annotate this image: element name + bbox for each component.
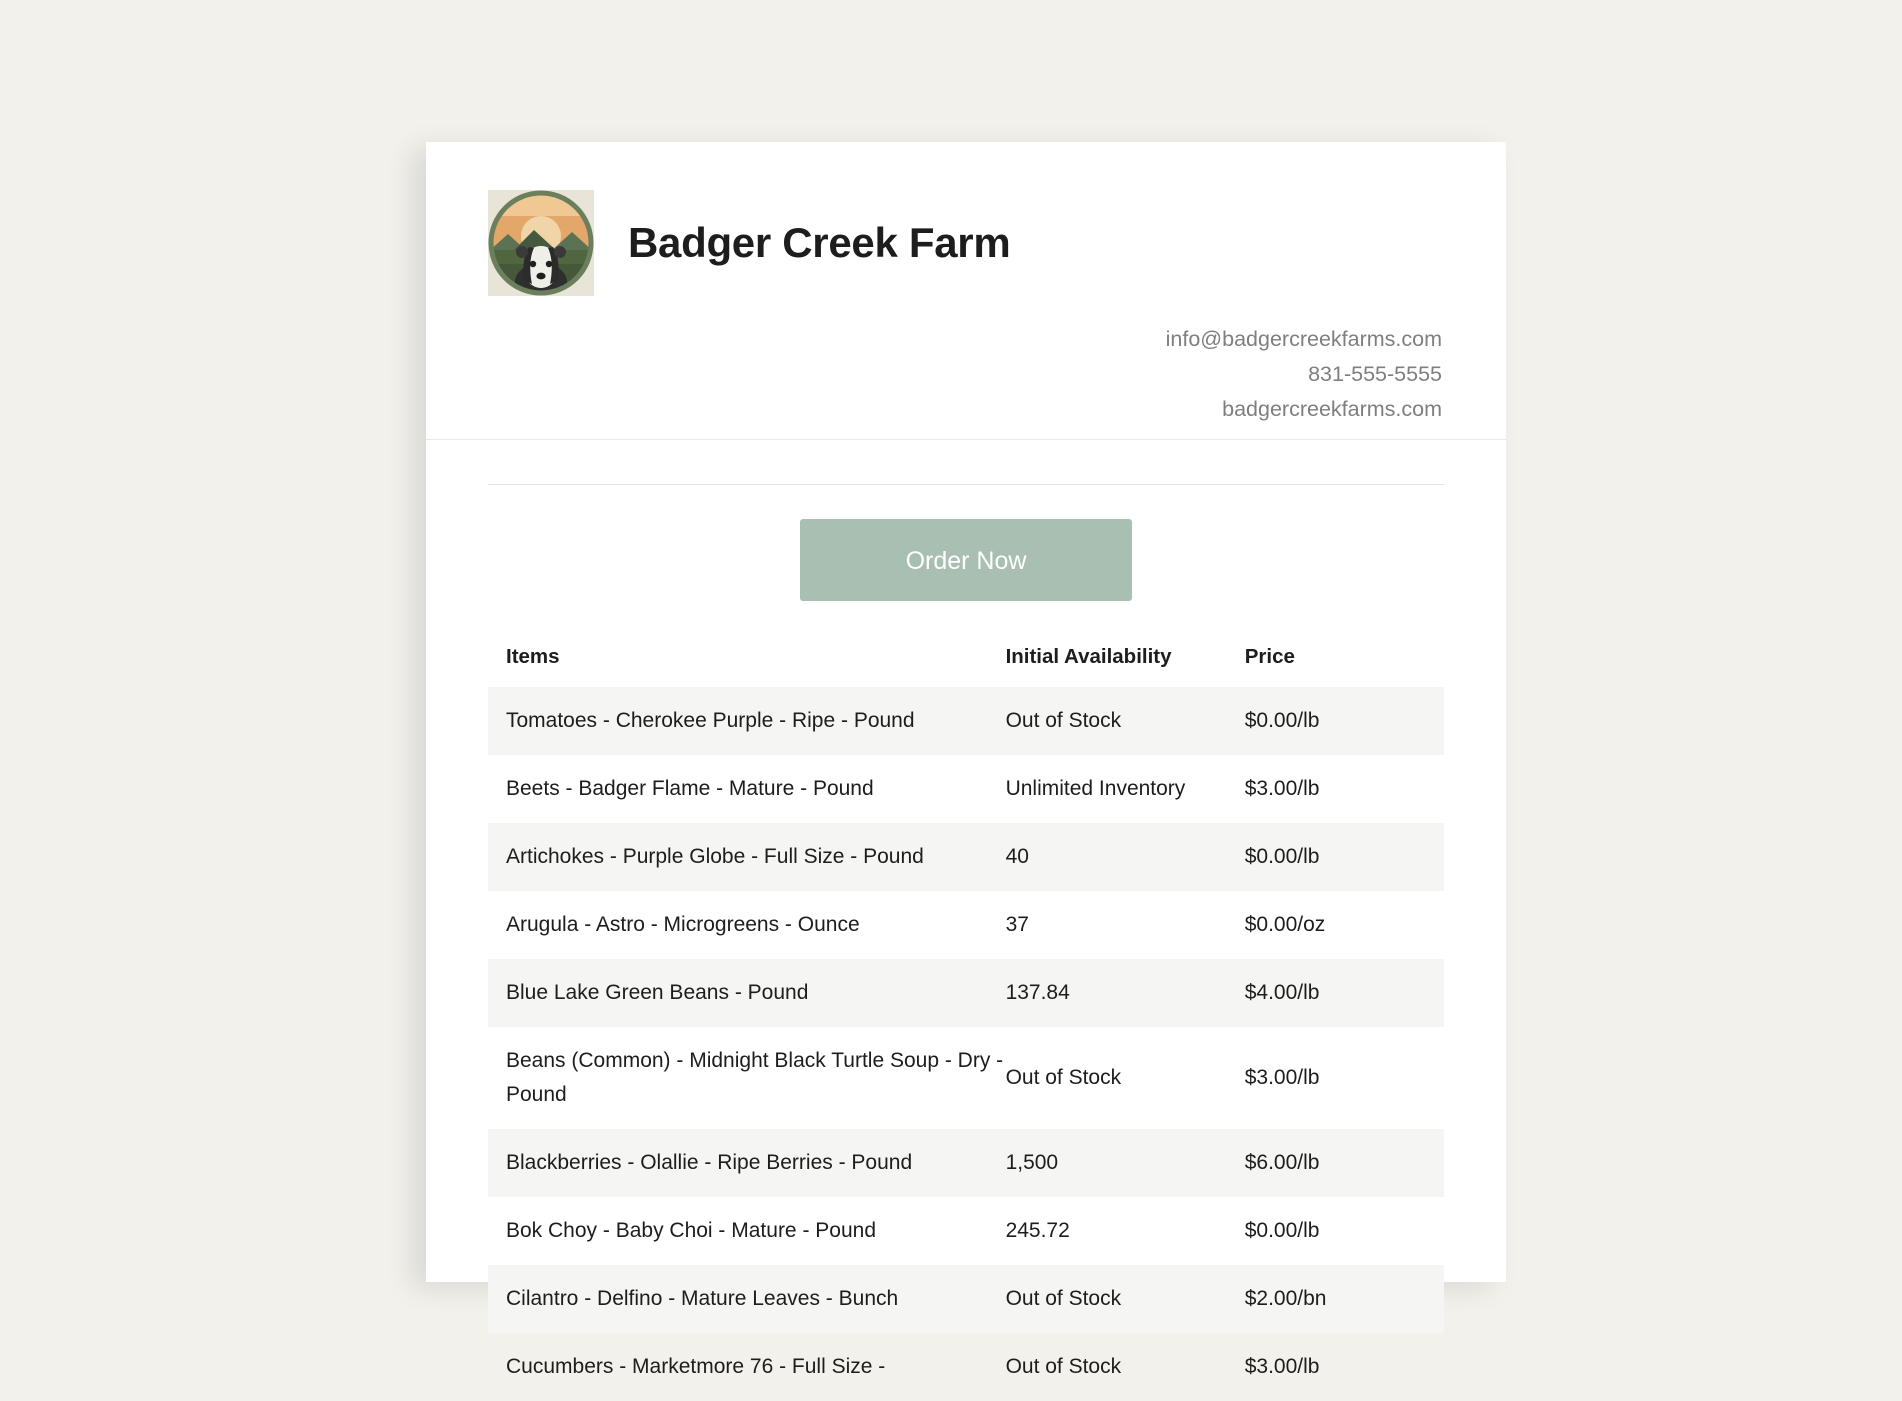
contact-email[interactable]: info@badgercreekfarms.com	[1165, 327, 1442, 351]
cell-item: Beets - Badger Flame - Mature - Pound	[506, 777, 874, 800]
cell-price: $0.00/lb	[1244, 1219, 1320, 1242]
card-body	[426, 484, 1506, 1401]
cell-availability: Out of Stock	[1005, 1066, 1122, 1089]
cell-availability: 245.72	[1005, 1219, 1070, 1242]
cell-availability: 137.84	[1006, 959, 1245, 1027]
cell-item: Cilantro - Delfino - Mature Leaves - Bunch	[488, 1265, 1006, 1333]
items-table-header-row	[488, 645, 1444, 687]
table-row[interactable]	[488, 891, 1444, 959]
cell-availability: Out of Stock	[1005, 1355, 1122, 1378]
cell-price: $4.00/lb	[1245, 959, 1444, 1027]
items-table-body	[488, 687, 1444, 1401]
cell-item: Blue Lake Green Beans - Pound	[488, 959, 1006, 1027]
column-header-price: Price	[1244, 645, 1295, 668]
badger-logo-icon	[488, 190, 594, 296]
cell-item: Artichokes - Purple Globe - Full Size - Pound	[488, 823, 1006, 891]
cell-price: $0.00/oz	[1244, 913, 1326, 936]
table-row[interactable]	[488, 1333, 1444, 1401]
table-row[interactable]	[488, 1265, 1444, 1333]
cell-item: Cucumbers - Marketmore 76 - Full Size -	[506, 1355, 886, 1378]
table-row[interactable]	[488, 687, 1444, 755]
cell-availability: Out of Stock	[1006, 687, 1245, 755]
cell-price: $0.00/lb	[1245, 687, 1444, 755]
cell-availability: Out of Stock	[1006, 1265, 1245, 1333]
cell-item: Arugula - Astro - Microgreens - Ounce	[506, 913, 860, 936]
table-row[interactable]	[488, 823, 1444, 891]
cell-price: $3.00/lb	[1244, 1355, 1320, 1378]
cell-price: $6.00/lb	[1245, 1129, 1444, 1197]
cell-availability: 40	[1006, 823, 1245, 891]
table-row[interactable]	[488, 1197, 1444, 1265]
cell-item: Tomatoes - Cherokee Purple - Ripe - Pound	[488, 687, 1006, 755]
cell-availability: Unlimited Inventory	[1005, 777, 1186, 800]
cell-price: $2.00/bn	[1245, 1265, 1444, 1333]
table-row[interactable]	[488, 755, 1444, 823]
contact-info	[426, 322, 1506, 427]
cell-price: $3.00/lb	[1244, 777, 1320, 800]
column-header-items: Items	[506, 645, 560, 668]
cell-item: Bok Choy - Baby Choi - Mature - Pound	[506, 1219, 877, 1242]
order-now-button[interactable]: Order Now	[800, 519, 1132, 601]
page-title: Badger Creek Farm	[628, 219, 1011, 266]
brand-row	[426, 190, 1506, 296]
column-header-availability: Initial Availability	[1005, 645, 1172, 668]
contact-phone[interactable]: 831-555-5555	[1308, 362, 1442, 386]
cell-price: $0.00/lb	[1245, 823, 1444, 891]
table-row[interactable]	[488, 959, 1444, 1027]
items-table	[488, 645, 1444, 1401]
card-header	[426, 142, 1506, 440]
cell-item: Blackberries - Olallie - Ripe Berries - Pound	[488, 1129, 1006, 1197]
cell-price: $3.00/lb	[1244, 1066, 1320, 1089]
contact-website[interactable]: badgercreekfarms.com	[1222, 397, 1442, 421]
table-row[interactable]	[488, 1129, 1444, 1197]
farm-card	[426, 142, 1506, 1378]
section-divider	[488, 484, 1444, 485]
cell-item: Beans (Common) - Midnight Black Turtle Soup - Dry - Pound	[506, 1049, 1004, 1106]
cell-availability: 1,500	[1006, 1129, 1245, 1197]
order-button-row	[488, 519, 1444, 601]
cell-availability: 37	[1005, 913, 1029, 936]
table-row[interactable]	[488, 1027, 1444, 1129]
items-table-head	[488, 645, 1444, 687]
